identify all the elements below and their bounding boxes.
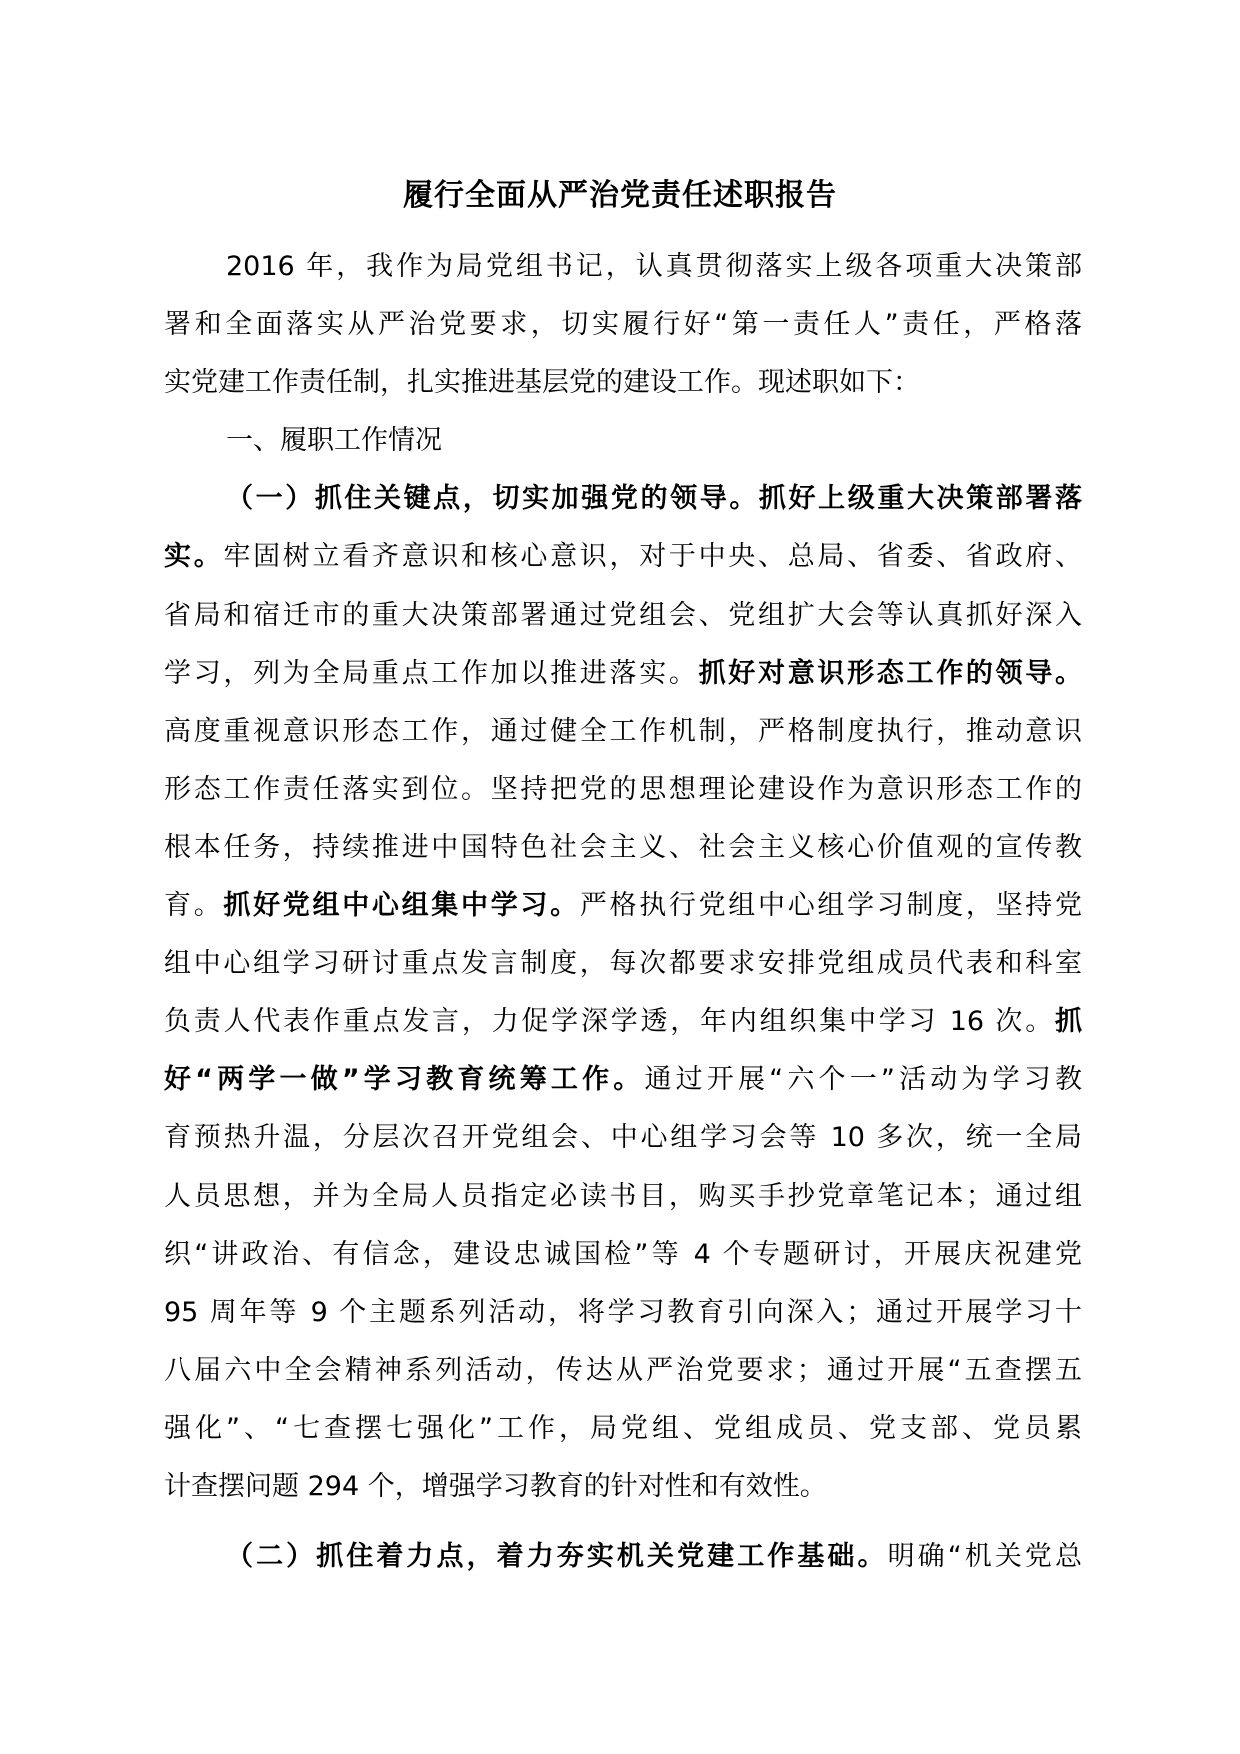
text-segment: 形态工作责任落实到位。坚持把党的思想理论建设作为意识形态工作的 bbox=[164, 773, 1082, 805]
text-segment: 通过开展“六个一”活动为学习教 bbox=[644, 1064, 1082, 1096]
text-segment: 署和全面落实从严治党要求，切实履行好“第一责任人”责任，严格落 bbox=[164, 309, 1082, 341]
text-segment: 2016 年，我作为局党组书记，认真贯彻落实上级各项重大决策部 bbox=[226, 251, 1082, 282]
text-segment: 人员思想，并为全局人员指定必读书目，购买手抄党章笔记本；通过组 bbox=[164, 1180, 1082, 1212]
text-segment: 牢固树立看齐意识和核心意识，对于中央、总局、省委、省政府、 bbox=[223, 541, 1083, 573]
text-segment: 省局和宿迁市的重大决策部署通过党组会、党组扩大会等认真抓好深入 bbox=[164, 599, 1082, 631]
text-line bbox=[164, 1168, 1082, 1226]
text-segment: 八届六中全会精神系列活动，传达从严治党要求；通过开展“五查摆五 bbox=[164, 1354, 1082, 1386]
text-line bbox=[164, 703, 1082, 761]
paragraph-gap bbox=[164, 1516, 1082, 1528]
text-segment: 强化”、“七查摆七强化”工作，局党组、党组成员、党支部、党员累 bbox=[164, 1412, 1082, 1444]
text-line bbox=[164, 1458, 1082, 1516]
bold-text-segment: （一）抓住关键点，切实加强党的领导。抓好上级重大决策部署落 bbox=[226, 483, 1082, 515]
text-line bbox=[164, 296, 1082, 354]
text-line bbox=[164, 412, 1082, 470]
text-line bbox=[164, 645, 1082, 703]
text-line bbox=[164, 1109, 1082, 1167]
text-segment: 一、履职工作情况 bbox=[226, 425, 442, 457]
text-line bbox=[164, 935, 1082, 993]
text-line bbox=[164, 819, 1082, 877]
text-line bbox=[164, 993, 1082, 1051]
text-segment: 织“讲政治、有信念，建设忠诚国检”等 4 个专题研讨，开展庆祝建党 bbox=[164, 1238, 1082, 1270]
text-line bbox=[164, 470, 1082, 528]
text-line bbox=[164, 587, 1082, 645]
bold-text-segment: 抓好对意识形态工作的领导。 bbox=[698, 657, 1083, 689]
text-segment: 高度重视意识形态工作，通过健全工作机制，严格制度执行，推动意识 bbox=[164, 715, 1082, 747]
text-segment: 组中心组学习研讨重点发言制度，每次都要求安排党组成员代表和科室 bbox=[164, 948, 1082, 980]
text-segment: 明确“机关党总 bbox=[887, 1541, 1082, 1573]
bold-text-segment: 抓 bbox=[1055, 1006, 1082, 1038]
text-line bbox=[164, 877, 1082, 935]
text-segment: 育。 bbox=[164, 890, 224, 922]
text-line bbox=[164, 1226, 1082, 1284]
text-line bbox=[164, 528, 1082, 586]
text-line bbox=[164, 354, 1082, 412]
text-line bbox=[164, 1528, 1082, 1586]
text-segment: 实党建工作责任制，扎实推进基层党的建设工作。现述职如下： bbox=[164, 367, 920, 399]
text-line bbox=[164, 1342, 1082, 1400]
bold-text-segment: 抓好党组中心组集中学习。 bbox=[223, 890, 580, 922]
text-segment: 严格执行党组中心组学习制度，坚持党 bbox=[579, 890, 1083, 922]
document-body bbox=[164, 238, 1082, 1586]
bold-text-segment: 实。 bbox=[164, 541, 224, 573]
text-line bbox=[164, 1051, 1082, 1109]
text-segment: 负责人代表作重点发言，力促学深学透，年内组织集中学习 16 次。 bbox=[164, 1006, 1055, 1038]
text-line bbox=[164, 1400, 1082, 1458]
bold-text-segment: （二）抓住着力点，着力夯实机关党建工作基础。 bbox=[226, 1541, 888, 1573]
document-title: 履行全面从严治党责任述职报告 bbox=[403, 178, 837, 213]
text-segment: 育预热升温，分层次召开党组会、中心组学习会等 10 多次，统一全局 bbox=[164, 1122, 1082, 1154]
text-segment: 95 周年等 9 个主题系列活动，将学习教育引向深入；通过开展学习十 bbox=[164, 1296, 1082, 1328]
text-segment: 计查摆问题 294 个，增强学习教育的针对性和有效性。 bbox=[164, 1470, 827, 1502]
bold-text-segment: 好“两学一做”学习教育统筹工作。 bbox=[164, 1064, 645, 1096]
text-segment: 根本任务，持续推进中国特色社会主义、社会主义核心价值观的宣传教 bbox=[164, 831, 1082, 863]
text-line bbox=[164, 238, 1082, 296]
text-line bbox=[164, 761, 1082, 819]
text-line bbox=[164, 1284, 1082, 1342]
text-segment: 学习，列为全局重点工作加以推进落实。 bbox=[164, 657, 699, 689]
